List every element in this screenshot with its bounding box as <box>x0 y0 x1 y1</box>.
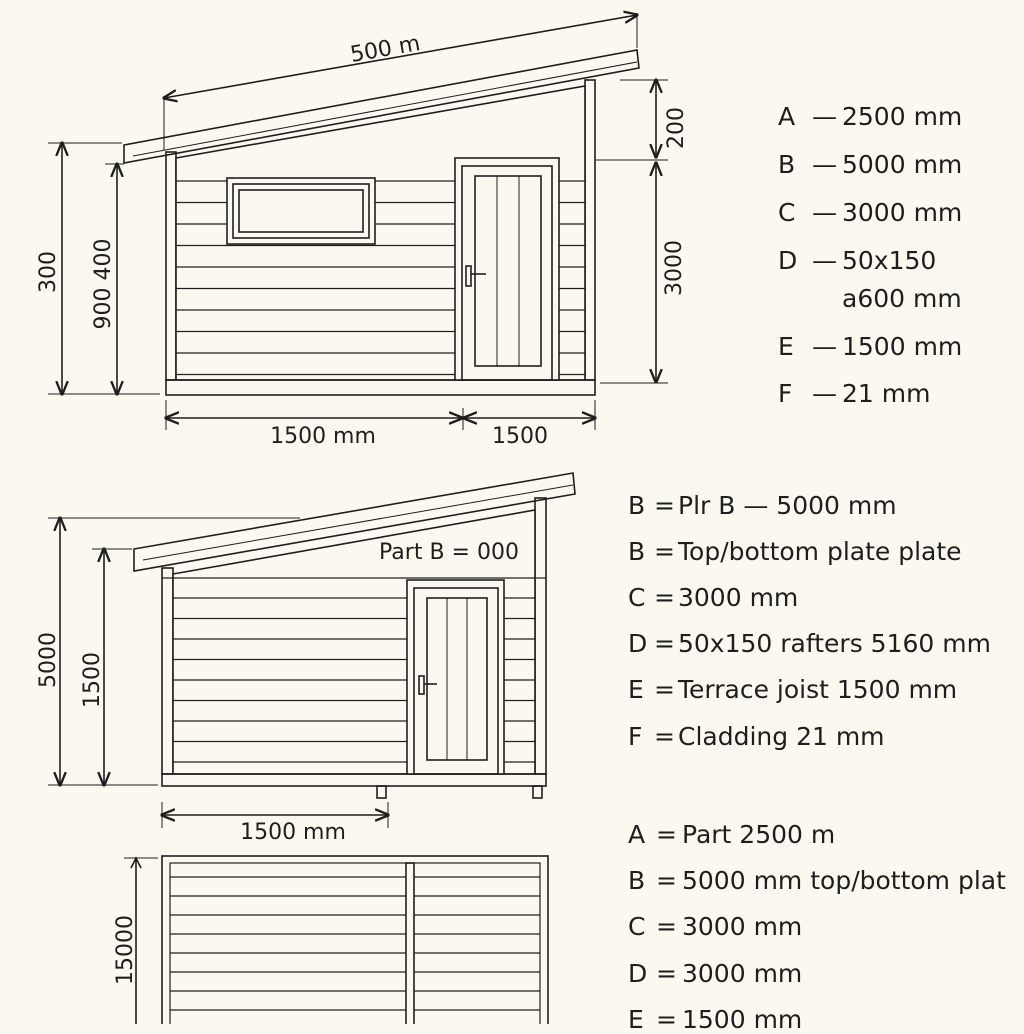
legend-text: Plr B — 5000 mm <box>678 491 897 520</box>
legend-key: D <box>628 629 648 658</box>
legend-separator: = <box>656 1005 677 1034</box>
legend-row <box>778 104 962 129</box>
legend-row <box>628 914 802 939</box>
legend-separator: = <box>656 820 677 849</box>
right-post <box>535 498 546 774</box>
legend-row <box>778 381 930 406</box>
legend-separator: — <box>812 102 837 131</box>
roof-rise-label: 200 <box>664 107 689 149</box>
legend-key: B <box>628 537 646 566</box>
legend-text: 5000 mm top/bottom plat <box>682 866 1006 895</box>
wall-height-label: 3000 <box>662 240 687 296</box>
front-elevation-1 <box>48 13 668 430</box>
legend-separator: = <box>654 675 675 704</box>
legend-key: B <box>628 491 646 520</box>
plan-height-label: 15000 <box>113 915 138 985</box>
legend-key: F <box>778 379 793 408</box>
legend-text: Top/bottom plate plate <box>678 537 962 566</box>
inner-height-label: 1500 <box>80 652 105 708</box>
legend-text: 3000 mm <box>842 198 963 227</box>
legend-separator: — <box>812 198 837 227</box>
legend-text: 50x150 rafters 5160 mm <box>678 629 991 658</box>
legend-separator: = <box>656 866 677 895</box>
bottom-plate <box>162 774 546 786</box>
legend-row <box>628 961 802 986</box>
dimension-labels-3 <box>113 915 138 985</box>
legend-separator: = <box>654 722 675 751</box>
legend-text: Terrace joist 1500 mm <box>678 675 958 704</box>
legend-key: C <box>778 198 796 227</box>
legend-text: Part 2500 m <box>682 820 836 849</box>
width-left-label: 1500 mm <box>270 424 376 449</box>
legend-row <box>628 677 957 702</box>
legend-key: E <box>628 1005 644 1034</box>
post-foot <box>377 786 386 798</box>
legend-key: B <box>778 150 796 179</box>
window <box>227 178 375 244</box>
legend-row <box>628 822 835 847</box>
roof-length-label: 500 m <box>348 31 423 68</box>
outer-height-label: 5000 <box>36 632 61 688</box>
legend-row <box>628 724 885 749</box>
bottom-plate <box>166 380 595 395</box>
legend-key: C <box>628 583 646 612</box>
legend-text: 2500 mm <box>842 102 963 131</box>
center-joist <box>406 863 414 1024</box>
floor-boards <box>170 877 540 1010</box>
legend-key: E <box>778 332 794 361</box>
legend-separator: = <box>654 491 675 520</box>
legend-separator: — <box>812 150 837 179</box>
legend-separator: = <box>654 537 675 566</box>
floor-plan-3 <box>124 856 548 1024</box>
legend-separator: — <box>812 332 837 361</box>
right-post <box>585 80 595 380</box>
part-b-label: Part B = 000 <box>379 540 519 565</box>
inner-height-label: 900 400 <box>91 238 116 330</box>
legend-row <box>778 334 962 359</box>
legend-text: 21 mm <box>842 379 931 408</box>
legend-row <box>778 152 962 177</box>
legend-text: 5000 mm <box>842 150 963 179</box>
legend-row <box>778 286 962 311</box>
legend-row <box>628 585 798 610</box>
width-label: 1500 mm <box>240 820 346 845</box>
legend-separator: = <box>656 959 677 988</box>
legend-row <box>628 868 1006 893</box>
legend-text: 1500 mm <box>682 1005 803 1034</box>
floor-outline <box>162 856 548 1024</box>
legend-key: A <box>778 102 796 131</box>
legend-key: A <box>628 820 646 849</box>
legend-text: a600 mm <box>842 284 962 313</box>
post-foot <box>533 786 542 798</box>
legend-text: 3000 mm <box>678 583 799 612</box>
left-post <box>166 152 176 380</box>
door-frame <box>407 580 504 774</box>
legend-text: 1500 mm <box>842 332 963 361</box>
legend-row <box>628 1007 802 1032</box>
left-post <box>162 568 173 774</box>
legend-key: E <box>628 675 644 704</box>
legend-key: F <box>628 722 643 751</box>
legend-row <box>778 200 962 225</box>
legend-separator: = <box>656 912 677 941</box>
legend-text: Cladding 21 mm <box>678 722 885 751</box>
legend-separator: = <box>654 583 675 612</box>
outer-height-label: 300 <box>36 251 61 293</box>
legend-key: B <box>628 866 646 895</box>
legend-separator: = <box>654 629 675 658</box>
legend-key: D <box>778 246 798 275</box>
legend-separator: — <box>812 246 837 275</box>
legend-row <box>628 539 962 564</box>
legend-key: D <box>628 959 648 988</box>
legend-row <box>628 493 897 518</box>
legend-text: 50x150 <box>842 246 937 275</box>
legend-row <box>778 248 936 273</box>
legend-text: 3000 mm <box>682 912 803 941</box>
legend-row <box>628 631 991 656</box>
legend-key: C <box>628 912 646 941</box>
front-elevation-2 <box>48 473 575 828</box>
legend-text: 3000 mm <box>682 959 803 988</box>
legend-separator: — <box>812 379 837 408</box>
width-right-label: 1500 <box>492 424 548 449</box>
